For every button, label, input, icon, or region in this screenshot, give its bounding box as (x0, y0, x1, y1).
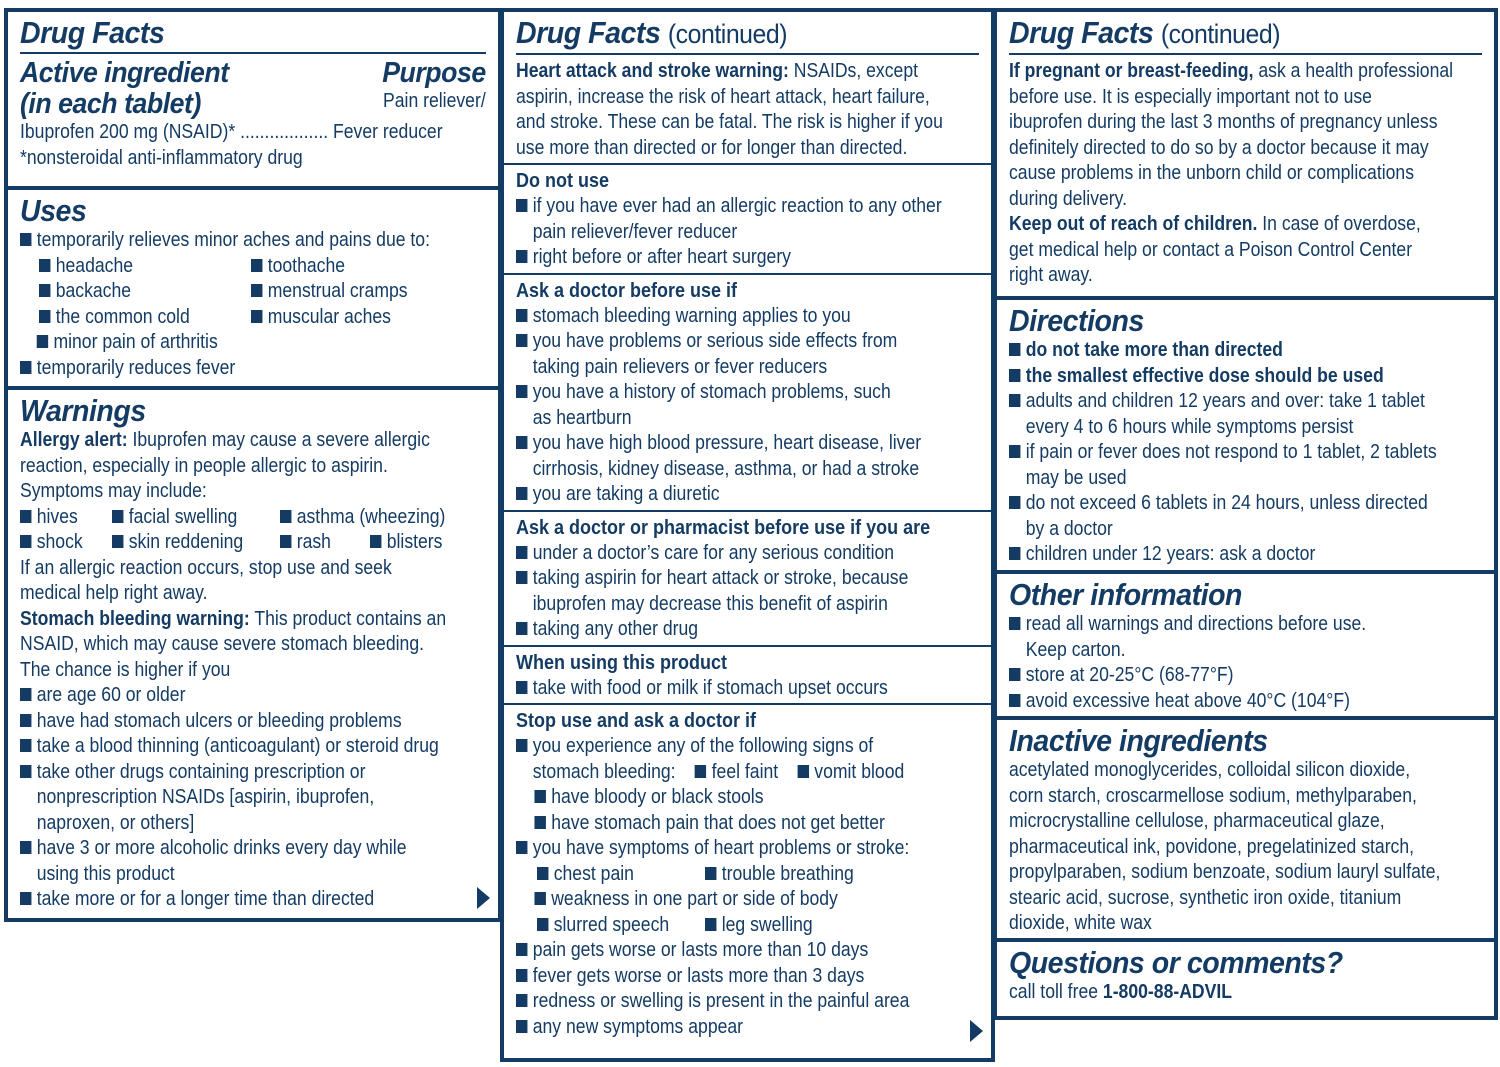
text-line: aspirin, increase the risk of heart attack, heart failure, (516, 85, 930, 108)
list-item: facial swelling (128, 505, 238, 528)
text-line: Symptoms may include: (20, 480, 207, 502)
text-line: ibuprofen may decrease this benefit of aspirin (532, 592, 888, 615)
list-row (516, 862, 979, 888)
footnote: *nonsteroidal anti-inflammatory drug (20, 146, 303, 169)
list-item: muscular aches (267, 305, 391, 328)
square-bullet-icon (1009, 369, 1020, 382)
text-line: during delivery. (1009, 187, 1128, 210)
square-bullet-icon (20, 714, 31, 727)
square-bullet-icon (516, 334, 527, 347)
square-bullet-icon (516, 943, 527, 956)
list-item: toothache (267, 254, 346, 277)
list-row (516, 913, 979, 939)
text-line: stomach bleeding: feel faint vomit blood (532, 760, 905, 783)
square-bullet-icon (516, 199, 527, 212)
square-bullet-icon (534, 816, 545, 829)
allergy-alert: Allergy alert: Ibuprofen may cause a severe allergic (20, 429, 430, 451)
continued-warnings-section (504, 12, 991, 1058)
square-bullet-icon (39, 259, 50, 272)
list-item: do not exceed 6 tablets in 24 hours, unless directed (1009, 491, 1425, 517)
square-bullet-icon (705, 918, 716, 931)
list-item: have stomach pain that does not get better (516, 811, 923, 837)
list-item: have had stomach ulcers or bleeding problems (20, 709, 430, 735)
square-bullet-icon (20, 510, 31, 523)
text-line: microcrystalline cellulose, pharmaceutical glaze, (1009, 810, 1385, 832)
square-bullet-icon (798, 765, 809, 778)
purpose-line: Pain reliever/ (383, 90, 486, 112)
text-line: acetylated monoglycerides, colloidal silicon dioxide, (1009, 759, 1411, 781)
divider (504, 163, 991, 165)
directions-section (997, 300, 1494, 574)
list-item: adults and children 12 years and over: take 1 tablet (1009, 389, 1425, 415)
do-not-use-heading: Do not use (516, 170, 610, 192)
square-bullet-icon (516, 994, 527, 1007)
square-bullet-icon (516, 385, 527, 398)
square-bullet-icon (534, 892, 545, 905)
square-bullet-icon (20, 535, 31, 548)
active-ingredient-section (8, 12, 498, 190)
panel-title: Drug Facts (continued) (1009, 15, 1281, 50)
square-bullet-icon (537, 918, 548, 931)
text-line: taking pain relievers or fever reducers (532, 355, 828, 378)
other-information-section (997, 574, 1494, 720)
list-item: minor pain of arthritis (20, 330, 430, 356)
text-line: by a doctor (1025, 517, 1113, 540)
square-bullet-icon (695, 765, 706, 778)
list-item: take with food or milk if stomach upset occurs (516, 676, 923, 702)
keep-out-warning: Keep out of reach of children. In case of overdose, (1009, 213, 1421, 235)
list-item: the common cold (55, 305, 190, 328)
list-item: under a doctor’s care for any serious condition (516, 541, 923, 567)
ask-pharmacist-heading: Ask a doctor or pharmacist before use if you are (516, 516, 931, 539)
list-item: if you have ever had an allergic reaction to any other (516, 194, 923, 220)
list-item: fever gets worse or lasts more than 3 days (516, 964, 923, 990)
questions-title: Questions or comments? (1009, 945, 1343, 980)
list-item: avoid excessive heat above 40°C (104°F) (1009, 689, 1425, 715)
list-item: you have a history of stomach problems, such (516, 380, 923, 406)
list-item: backache (55, 280, 132, 302)
list-item: are age 60 or older (20, 683, 430, 709)
divider (504, 703, 991, 705)
list-item: have bloody or black stools (516, 785, 923, 811)
square-bullet-icon (20, 841, 31, 854)
active-heading: Active ingredient (20, 57, 229, 89)
stop-use-heading: Stop use and ask a doctor if (516, 710, 757, 732)
list-item: temporarily reduces fever (20, 356, 430, 382)
text-line: definitely directed to do so by a doctor because it may (1009, 136, 1429, 159)
list-item: skin reddening (128, 531, 244, 553)
drug-facts-panel-2 (500, 8, 995, 1062)
list-item: taking any other drug (516, 617, 923, 643)
square-bullet-icon (516, 622, 527, 635)
warnings-section (8, 390, 498, 919)
purpose-heading: Purpose (382, 57, 486, 89)
text-line: nonprescription NSAIDs [aspirin, ibuprofen, (36, 786, 375, 808)
square-bullet-icon (370, 535, 381, 548)
text-line: cause problems in the unborn child or complications (1009, 162, 1415, 184)
list-item: taking aspirin for heart attack or stroke, because (516, 566, 923, 592)
square-bullet-icon (37, 335, 48, 348)
list-item: hives (36, 505, 78, 528)
active-header-row (20, 58, 486, 120)
square-bullet-icon (1009, 668, 1020, 681)
text-line: naproxen, or others] (36, 811, 195, 834)
title-rule (20, 52, 486, 54)
questions-section (997, 942, 1494, 1012)
square-bullet-icon (1009, 394, 1020, 407)
stomach-warning: Stomach bleeding warning: This product contains an (20, 607, 447, 630)
warnings-title: Warnings (20, 393, 146, 428)
text-line: get medical help or contact a Poison Control Center (1009, 238, 1413, 261)
square-bullet-icon (251, 284, 262, 297)
divider (504, 510, 991, 512)
square-bullet-icon (516, 487, 527, 500)
list-row (20, 279, 486, 305)
other-info-title: Other information (1009, 577, 1243, 612)
panel-title: Drug Facts (continued) (516, 15, 788, 50)
text-line: pharmaceutical ink, povidone, pregelatinized starch, (1009, 835, 1415, 858)
list-item: take other drugs containing prescription or (20, 760, 430, 786)
square-bullet-icon (516, 1020, 527, 1033)
symptom-row (20, 505, 486, 531)
list-item: chest pain (553, 862, 634, 885)
list-item: stomach bleeding warning applies to you (516, 304, 923, 330)
list-item: any new symptoms appear (516, 1015, 923, 1041)
list-item: headache (55, 254, 134, 277)
text-line: medical help right away. (20, 582, 208, 604)
drug-facts-panel-3 (993, 8, 1498, 1020)
square-bullet-icon (1009, 694, 1020, 707)
text-line: The chance is higher if you (20, 658, 231, 681)
square-bullet-icon (516, 739, 527, 752)
list-item: redness or swelling is present in the painful area (516, 989, 923, 1015)
square-bullet-icon (280, 535, 291, 548)
square-bullet-icon (516, 841, 527, 854)
inactive-ingredients-section (997, 720, 1494, 942)
ingredient-line: Ibuprofen 200 mg (NSAID)* .................. Fever reducer (20, 121, 443, 143)
list-item: pain gets worse or lasts more than 10 days (516, 938, 923, 964)
square-bullet-icon (705, 867, 716, 880)
list-item: you have symptoms of heart problems or stroke: (516, 836, 923, 862)
square-bullet-icon (1009, 617, 1020, 630)
square-bullet-icon (20, 765, 31, 778)
text-line: as heartburn (532, 406, 632, 429)
list-item: weakness in one part or side of body (516, 887, 923, 913)
list-item: menstrual cramps (267, 280, 408, 302)
square-bullet-icon (516, 969, 527, 982)
phone-number: 1-800-88-ADVIL (1102, 981, 1233, 1003)
list-item: take more or for a longer time than directed (20, 887, 430, 913)
list-item: trouble breathing (721, 862, 854, 885)
list-item: temporarily relieves minor aches and pains due to: (20, 228, 430, 254)
text-line: every 4 to 6 hours while symptoms persist (1025, 415, 1354, 438)
square-bullet-icon (516, 250, 527, 263)
square-bullet-icon (20, 361, 31, 374)
square-bullet-icon (112, 535, 123, 548)
list-item: read all warnings and directions before use. (1009, 612, 1425, 638)
list-item: blisters (386, 531, 443, 553)
text-line: and stroke. These can be fatal. The risk is higher if you (516, 111, 943, 133)
square-bullet-icon (537, 867, 548, 880)
when-using-heading: When using this product (516, 651, 727, 674)
text-line: may be used (1025, 466, 1127, 489)
text-line: stearic acid, sucrose, synthetic iron oxide, titanium (1009, 886, 1402, 909)
title-rule (516, 53, 979, 55)
list-item: slurred speech (553, 913, 670, 936)
uses-title: Uses (20, 193, 87, 228)
continue-arrow-icon (970, 1020, 983, 1042)
list-item: have 3 or more alcoholic drinks every day while (20, 836, 430, 862)
list-item: the smallest effective dose should be used (1009, 364, 1425, 390)
list-item: if pain or fever does not respond to 1 tablet, 2 tablets (1009, 440, 1425, 466)
symptom-row (20, 530, 486, 556)
text-line: cirrhosis, kidney disease, asthma, or had a stroke (532, 457, 920, 480)
square-bullet-icon (1009, 343, 1020, 356)
text-line: use more than directed or for longer than directed. (516, 136, 908, 159)
square-bullet-icon (20, 688, 31, 701)
text-line: right away. (1009, 264, 1093, 286)
text-line: pain reliever/fever reducer (532, 220, 738, 243)
text-line: Keep carton. (1025, 638, 1126, 661)
list-row (20, 254, 486, 280)
text-line: corn starch, croscarmellose sodium, methylparaben, (1009, 784, 1417, 807)
square-bullet-icon (39, 284, 50, 297)
list-row (20, 305, 486, 331)
list-item: you have high blood pressure, heart disease, liver (516, 431, 923, 457)
continue-arrow-icon (477, 887, 490, 909)
pregnancy-section (997, 12, 1494, 300)
panel-title: Drug Facts (20, 15, 165, 50)
title-rule (1009, 53, 1482, 55)
list-item: leg swelling (721, 913, 813, 936)
list-item: you have problems or serious side effects from (516, 329, 923, 355)
directions-title: Directions (1009, 303, 1144, 338)
list-item: take a blood thinning (anticoagulant) or steroid drug (20, 734, 430, 760)
square-bullet-icon (20, 233, 31, 246)
list-item: do not take more than directed (1009, 338, 1425, 364)
square-bullet-icon (1009, 496, 1020, 509)
square-bullet-icon (516, 546, 527, 559)
square-bullet-icon (251, 259, 262, 272)
text-line: If an allergic reaction occurs, stop use and seek (20, 556, 392, 579)
drug-facts-panel-1 (4, 8, 502, 922)
list-item: children under 12 years: ask a doctor (1009, 542, 1425, 568)
list-item: right before or after heart surgery (516, 245, 923, 271)
inactive-title: Inactive ingredients (1009, 723, 1268, 758)
uses-section (8, 190, 498, 390)
square-bullet-icon (251, 310, 262, 323)
text-line: NSAID, which may cause severe stomach bleeding. (20, 633, 425, 655)
square-bullet-icon (112, 510, 123, 523)
text-line: using this product (36, 862, 175, 885)
list-item: asthma (wheezing) (296, 505, 446, 528)
square-bullet-icon (1009, 445, 1020, 458)
square-bullet-icon (1009, 547, 1020, 560)
pregnancy-warning: If pregnant or breast-feeding, ask a health professional (1009, 60, 1454, 82)
list-item: rash (296, 531, 331, 553)
phone-line: call toll free 1-800-88-ADVIL (1009, 981, 1233, 1003)
list-item: shock (36, 531, 83, 553)
divider (504, 645, 991, 647)
text-line: ibuprofen during the last 3 months of pregnancy unless (1009, 111, 1438, 133)
square-bullet-icon (516, 436, 527, 449)
list-item: store at 20-25°C (68-77°F) (1009, 663, 1425, 689)
text-line: before use. It is especially important not to use (1009, 85, 1372, 108)
square-bullet-icon (20, 739, 31, 752)
square-bullet-icon (20, 892, 31, 905)
square-bullet-icon (534, 790, 545, 803)
active-heading-sub: (in each tablet) (20, 88, 201, 120)
list-item: you are taking a diuretic (516, 482, 923, 508)
heart-warning: Heart attack and stroke warning: NSAIDs, except (516, 60, 918, 82)
divider (504, 273, 991, 275)
square-bullet-icon (516, 571, 527, 584)
text-line: reaction, especially in people allergic to aspirin. (20, 454, 388, 477)
square-bullet-icon (39, 310, 50, 323)
square-bullet-icon (280, 510, 291, 523)
square-bullet-icon (516, 681, 527, 694)
square-bullet-icon (516, 309, 527, 322)
list-item: you experience any of the following signs of (516, 734, 923, 760)
text-line: dioxide, white wax (1009, 912, 1152, 934)
ask-doctor-heading: Ask a doctor before use if (516, 279, 738, 302)
text-line: propylparaben, sodium benzoate, sodium lauryl sulfate, (1009, 861, 1441, 883)
